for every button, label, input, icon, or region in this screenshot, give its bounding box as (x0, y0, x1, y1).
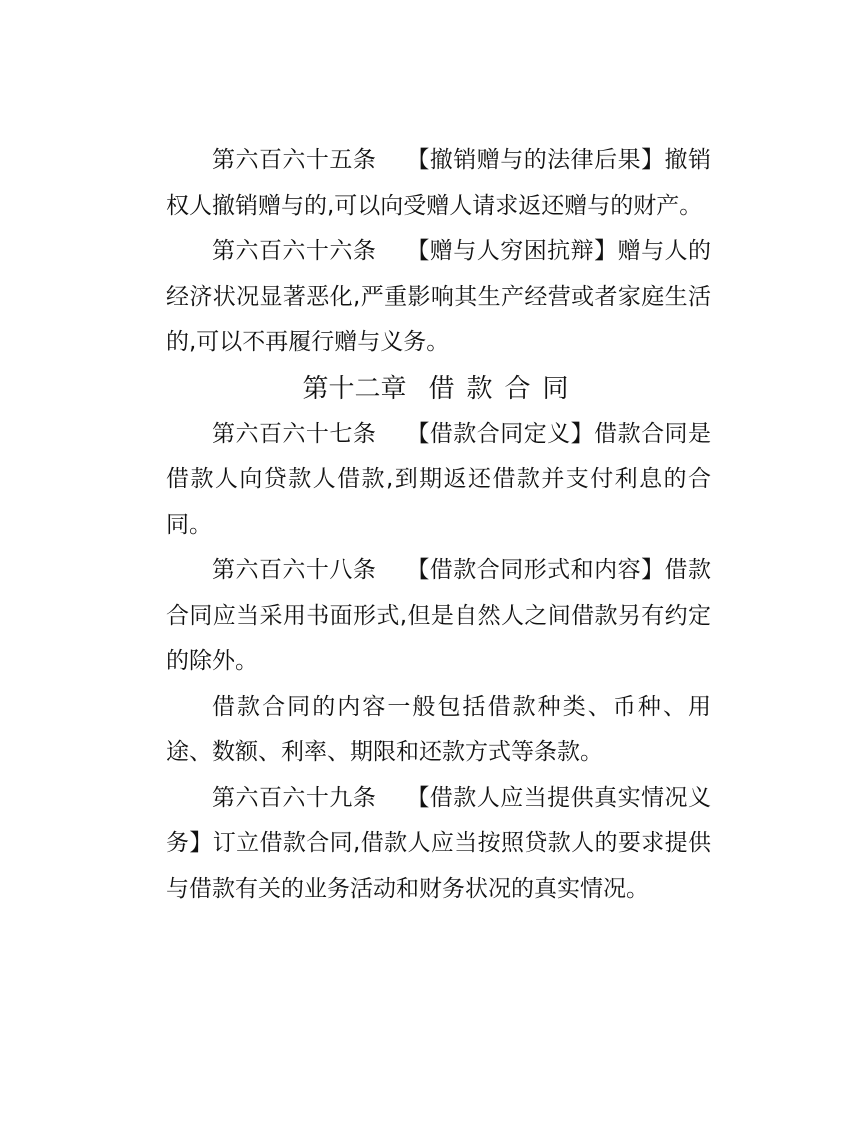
document-body (166, 138, 711, 912)
paragraph-text: 借款合同的内容一般包括借款种类、币种、用途、数额、利率、期限和还款方式等条款。 (166, 693, 711, 765)
body-paragraph (166, 685, 711, 776)
article-title: 【借款合同形式和内容】 (406, 557, 665, 583)
article-number: 第六百六十六条 (212, 238, 377, 264)
chapter-heading (166, 366, 711, 412)
article-text: 撤销权人撤销赠与的,可以向受赠人请求返还赠与的财产。 (166, 147, 712, 219)
article-title: 【赠与人穷困抗辩】 (406, 238, 618, 264)
article-text: 订立借款合同,借款人应当按照贷款人的要求提供与借款有关的业务活动和财务状况的真实情况。 (166, 830, 712, 902)
article-paragraph (166, 138, 711, 229)
article-number: 第六百六十五条 (212, 147, 377, 173)
article-title: 【借款人应当提供真实情况义务】 (166, 784, 712, 856)
chapter-name: 借款合同 (428, 373, 581, 404)
article-paragraph (166, 412, 711, 549)
article-number: 第六百六十八条 (212, 557, 377, 583)
article-title: 【借款合同定义】 (406, 420, 595, 447)
chapter-number: 第十二章 (302, 373, 407, 404)
article-title: 【撤销赠与的法律后果】 (406, 147, 665, 173)
article-paragraph (166, 776, 711, 913)
article-number: 第六百六十七条 (212, 420, 377, 447)
article-paragraph (166, 548, 711, 685)
article-text: 赠与人的经济状况显著恶化,严重影响其生产经营或者家庭生活的,可以不再履行赠与义务。 (166, 238, 712, 355)
article-text: 借款合同是借款人向贷款人借款,到期返还借款并支付利息的合同。 (166, 420, 712, 538)
article-number: 第六百六十九条 (212, 784, 377, 811)
article-paragraph (166, 229, 711, 366)
article-text: 借款合同应当采用书面形式,但是自然人之间借款另有约定的除外。 (166, 557, 712, 674)
